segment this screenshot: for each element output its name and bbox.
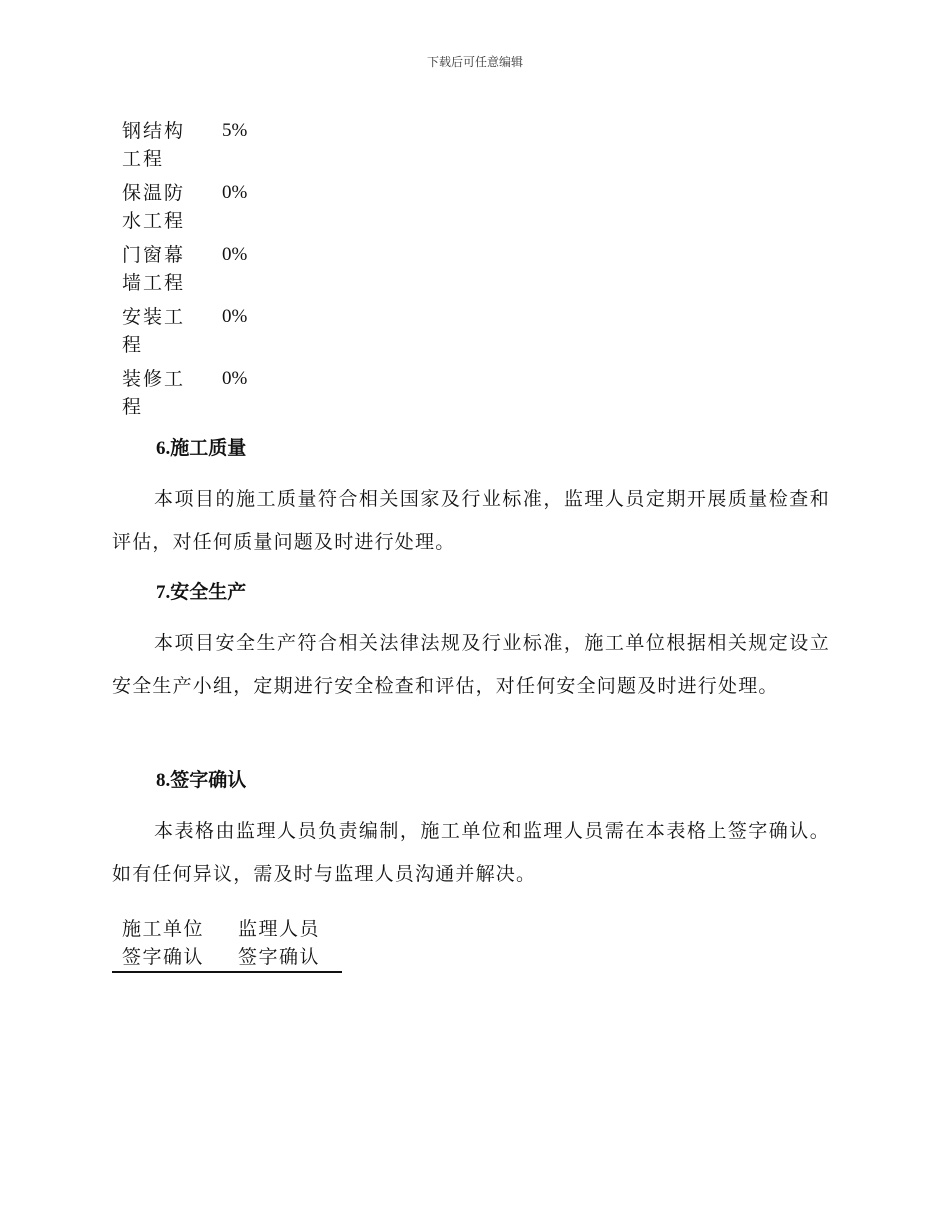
- table-row: [122, 303, 247, 365]
- table-row: [122, 179, 247, 241]
- page-header: 下载后可任意编辑: [426, 55, 523, 69]
- signature-confirm-construction: 签字确认: [122, 946, 205, 968]
- section-title-text: 签字确认: [170, 769, 247, 791]
- section-body-quality: 本项目的施工质量符合相关国家及行业标准，监理人员定期开展质量检查和评估，对任何质量问题及时进行处理。: [112, 488, 830, 553]
- section-title-safety: [156, 578, 246, 607]
- item-percent: 0%: [222, 182, 248, 203]
- item-name: 门窗幕墙工程: [122, 244, 186, 294]
- item-percent: 0%: [222, 244, 248, 265]
- signature-label-supervisor: 监理人员: [238, 918, 321, 940]
- section-body-safety: 本项目安全生产符合相关法律法规及行业标准，施工单位根据相关规定设立安全生产小组，定期进行安全检查和评估，对任何安全问题及时进行处理。: [112, 632, 830, 697]
- item-percent: 0%: [222, 306, 248, 327]
- section-title-text: 施工质量: [170, 437, 247, 459]
- item-name: 钢结构工程: [122, 120, 186, 170]
- section-title-quality: [156, 434, 246, 463]
- item-percent: 5%: [222, 120, 248, 141]
- progress-table: [122, 117, 247, 427]
- table-row: [112, 943, 342, 972]
- section-number: 7.: [156, 582, 171, 603]
- section-number: 8.: [156, 770, 171, 791]
- item-percent: 0%: [222, 368, 248, 389]
- table-row: [112, 915, 342, 943]
- section-title-text: 安全生产: [170, 581, 247, 603]
- section-body-signature: 本表格由监理人员负责编制，施工单位和监理人员需在本表格上签字确认。如有任何异议，需及时与监理人员沟通并解决。: [112, 820, 830, 885]
- item-name: 安装工程: [122, 306, 186, 356]
- section-number: 6.: [156, 438, 171, 459]
- section-title-signature: [156, 766, 246, 795]
- table-row: [122, 241, 247, 303]
- signature-table: [112, 915, 342, 973]
- item-name: 装修工程: [122, 368, 186, 418]
- item-name: 保温防水工程: [122, 182, 186, 232]
- signature-label-construction: 施工单位: [122, 918, 205, 940]
- table-row: [122, 117, 247, 179]
- signature-confirm-supervisor: 签字确认: [238, 946, 321, 968]
- table-row: [122, 365, 247, 427]
